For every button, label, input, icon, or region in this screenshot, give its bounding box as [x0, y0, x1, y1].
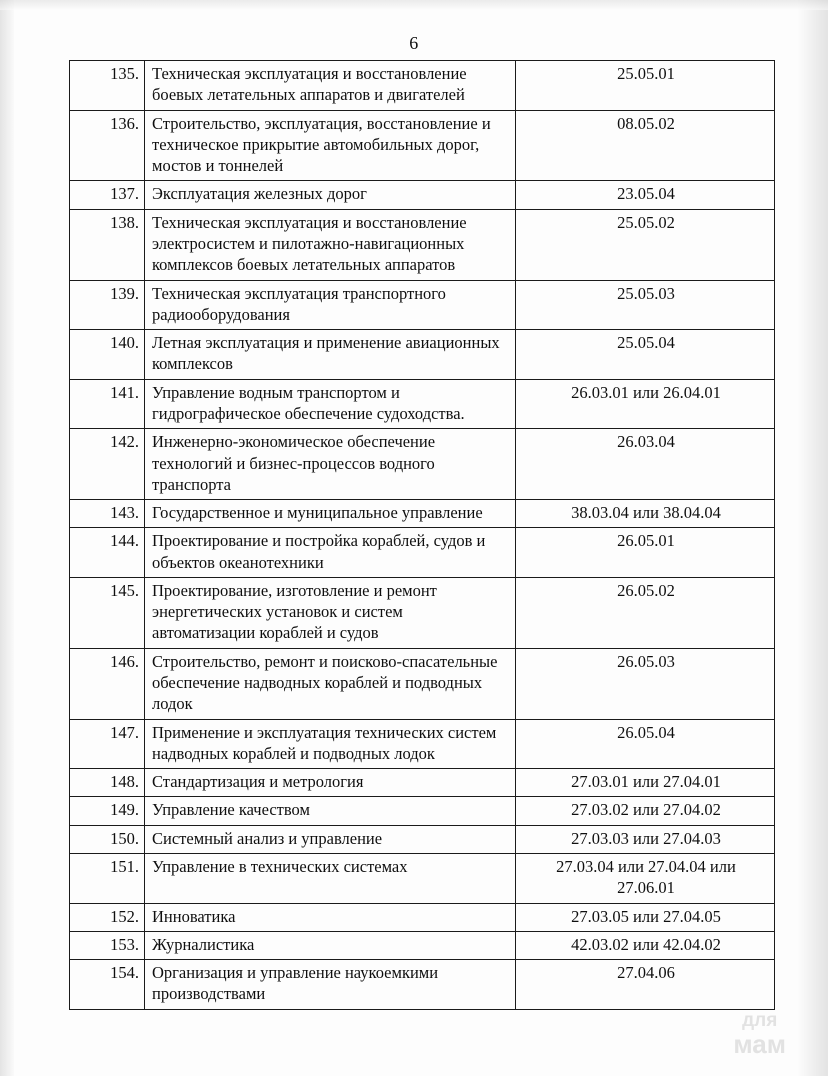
row-number: 140. [70, 330, 145, 380]
code-line: 08.05.02 [617, 113, 675, 133]
row-specialty-code [516, 797, 775, 825]
row-specialty-code [516, 500, 775, 528]
table-row [70, 577, 775, 648]
row-specialty-name: Строительство, ремонт и поисково-спасательные обеспечение надводных кораблей и подводных лодок [145, 648, 516, 719]
code-line: 26.03.04 [617, 432, 675, 452]
row-specialty-name: Техническая эксплуатация и восстановление боевых летательных аппаратов и двигателей [145, 61, 516, 111]
code-line: 26.05.01 [617, 531, 675, 551]
specialties-table [69, 60, 775, 1010]
code-line: 26.05.02 [617, 580, 675, 600]
table-row [70, 500, 775, 528]
table-row [70, 429, 775, 500]
table-row [70, 931, 775, 959]
row-specialty-name: Стандартизация и метрология [145, 769, 516, 797]
code-line: 25.05.01 [617, 64, 675, 83]
table-row [70, 903, 775, 931]
table-row [70, 61, 775, 111]
row-specialty-code [516, 209, 775, 280]
watermark-line-1: для [742, 1009, 778, 1031]
row-specialty-name: Журналистика [145, 931, 516, 959]
code-line: 25.05.03 [617, 283, 675, 303]
table-row [70, 648, 775, 719]
table-row [70, 825, 775, 853]
row-number: 144. [70, 528, 145, 578]
row-specialty-name: Проектирование, изготовление и ремонт энергетических установок и систем автоматизации кораблей и судов [145, 577, 516, 648]
row-number: 139. [70, 280, 145, 330]
row-number: 143. [70, 500, 145, 528]
row-specialty-name: Управление качеством [145, 797, 516, 825]
code-line: 38.03.04 или 38.04.04 [571, 503, 721, 523]
code-line: 26.03.01 или 26.04.01 [571, 382, 721, 402]
watermark-line-2: мам [733, 1028, 786, 1059]
code-line: 42.03.02 или 42.04.02 [571, 934, 721, 954]
table-body [70, 61, 775, 1010]
code-line: 27.03.05 или 27.04.05 [571, 906, 721, 926]
row-specialty-code [516, 330, 775, 380]
watermark [733, 1011, 786, 1058]
row-number: 151. [70, 854, 145, 904]
table-row [70, 280, 775, 330]
row-specialty-code [516, 931, 775, 959]
row-specialty-code [516, 181, 775, 209]
code-line: 27.06.01 [617, 878, 675, 898]
row-specialty-name: Управление водным транспортом и гидрографическое обеспечение судоходства. [145, 379, 516, 429]
row-number: 147. [70, 719, 145, 769]
row-specialty-code [516, 429, 775, 500]
row-number: 142. [70, 429, 145, 500]
row-specialty-code [516, 719, 775, 769]
row-number: 154. [70, 960, 145, 1010]
table-row [70, 181, 775, 209]
table-row [70, 209, 775, 280]
row-specialty-name: Техническая эксплуатация транспортного радиооборудования [145, 280, 516, 330]
table-row [70, 719, 775, 769]
row-number: 138. [70, 209, 145, 280]
row-specialty-name: Техническая эксплуатация и восстановление электросистем и пилотажно-навигационных комплексов боевых летательных аппаратов [145, 209, 516, 280]
row-specialty-code [516, 61, 775, 111]
row-specialty-name: Системный анализ и управление [145, 825, 516, 853]
row-specialty-name: Применение и эксплуатация технических систем надводных кораблей и подводных лодок [145, 719, 516, 769]
page-edge-shadow-left [0, 0, 14, 1076]
code-line: 26.05.03 [617, 651, 675, 671]
code-line: 27.03.03 или 27.04.03 [571, 828, 721, 848]
row-specialty-code [516, 769, 775, 797]
row-number: 135. [70, 61, 145, 111]
row-specialty-code [516, 648, 775, 719]
row-specialty-name: Строительство, эксплуатация, восстановление и техническое прикрытие автомобильных дорог, мостов и тоннелей [145, 110, 516, 181]
row-specialty-name: Государственное и муниципальное управление [145, 500, 516, 528]
table-row [70, 854, 775, 904]
code-line: 27.04.06 [617, 963, 675, 983]
row-specialty-name: Летная эксплуатация и применение авиационных комплексов [145, 330, 516, 380]
table-row [70, 330, 775, 380]
code-line: 23.05.04 [617, 184, 675, 204]
row-specialty-code [516, 854, 775, 904]
row-specialty-code [516, 110, 775, 181]
page-edge-shadow-right [798, 0, 828, 1076]
row-specialty-code [516, 280, 775, 330]
table-row [70, 769, 775, 797]
row-number: 153. [70, 931, 145, 959]
code-line: 25.05.02 [617, 212, 675, 232]
row-specialty-name: Проектирование и постройка кораблей, судов и объектов океанотехники [145, 528, 516, 578]
row-specialty-name: Эксплуатация железных дорог [145, 181, 516, 209]
row-specialty-code [516, 960, 775, 1010]
row-number: 152. [70, 903, 145, 931]
row-specialty-code [516, 379, 775, 429]
code-line: 27.03.01 или 27.04.01 [571, 772, 721, 792]
code-line: 26.05.04 [617, 722, 675, 742]
row-specialty-code [516, 528, 775, 578]
row-number: 148. [70, 769, 145, 797]
row-number: 146. [70, 648, 145, 719]
table-row [70, 110, 775, 181]
row-specialty-code [516, 903, 775, 931]
row-specialty-name: Инноватика [145, 903, 516, 931]
row-specialty-name: Управление в технических системах [145, 854, 516, 904]
row-number: 136. [70, 110, 145, 181]
page-number: 6 [409, 33, 419, 53]
row-number: 149. [70, 797, 145, 825]
table-row [70, 528, 775, 578]
page-edge-shadow-top [0, 0, 828, 10]
row-number: 141. [70, 379, 145, 429]
code-line: 25.05.04 [617, 333, 675, 353]
row-specialty-code [516, 825, 775, 853]
table-row [70, 960, 775, 1010]
row-number: 150. [70, 825, 145, 853]
code-line: 27.03.02 или 27.04.02 [571, 800, 721, 820]
row-number: 137. [70, 181, 145, 209]
row-specialty-name: Инженерно-экономическое обеспечение технологий и бизнес-процессов водного транспорта [145, 429, 516, 500]
code-line: 27.03.04 или 27.04.04 или [556, 857, 736, 876]
row-number: 145. [70, 577, 145, 648]
table-row [70, 797, 775, 825]
row-specialty-code [516, 577, 775, 648]
table-row [70, 379, 775, 429]
row-specialty-name: Организация и управление наукоемкими производствами [145, 960, 516, 1010]
